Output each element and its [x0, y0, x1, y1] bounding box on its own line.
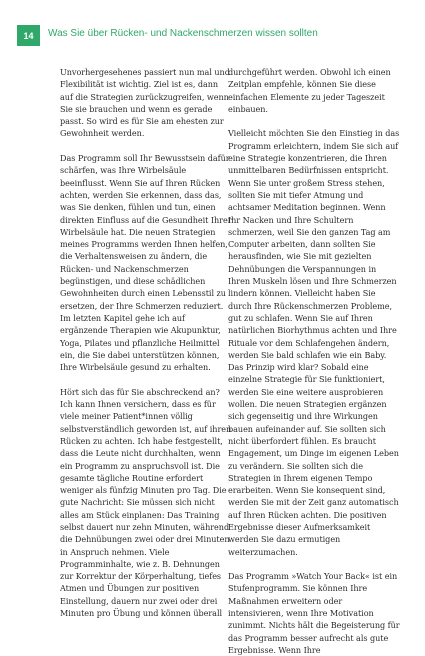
paragraph: Das Programm »Watch Your Back« ist ein Stufenprogramm. Sie können Ihre Maßnahmen erweitern oder intensivieren, wenn Ihre Motivation zunimmt. Nichts hält die Begeisterung für das Programm besser aufrecht als gute Ergebnisse. Wenn Ihre — [228, 571, 400, 655]
running-title: Was Sie über Rücken- und Nackenschmerzen wissen sollten — [48, 28, 318, 39]
paragraph: Unvorhergesehenes passiert nun mal und Flexibilität ist wichtig. Ziel ist es, dann auf die Strategien zurückzugreifen, wenn Sie sie brauchen und wenn es gerade passt. So wird es für Sie am ehesten zur Gewohnheit werden. — [60, 67, 230, 139]
paragraph: Das Programm soll Ihr Bewusstsein dafür schärfen, was Ihre Wirbelsäule beeinflusst. Wenn Sie auf Ihren Rücken achten, werden Sie erkennen, dass das, was Sie denken, fühlen und tun, einen direkten Einfluss auf die Gesundheit Ihrer Wirbelsäule hat. Die neuen Strategien meines Programms werden Ihnen helfen, die Verhaltensweisen zu ändern, die Rücken- und Nackenschmerzen begünstigen, und diese schädlichen Gewohnheiten durch einen Lebensstil zu ersetzen, der Ihre Schmerzen reduziert. Im letzten Kapitel gehe ich auf ergänzende Therapien wie Akupunktur, Yoga, Pilates und pflanzliche Heilmittel ein, die Sie dabei unterstützen können, Ihre Wirbelsäule gesund zu erhalten. — [60, 153, 232, 373]
right-text-column — [228, 66, 400, 656]
page-number-badge: 14 — [17, 25, 40, 46]
page-header — [0, 0, 425, 40]
left-text-column — [60, 66, 232, 619]
paragraph: Hört sich das für Sie abschreckend an? Ich kann Ihnen versichern, dass es für viele meiner Patient*innen völlig selbstverständlich geworden ist, auf ihren Rücken zu achten. Ich habe festgestellt, dass die Leute nicht durchhalten, wenn ein Programm zu anspruchsvoll ist. Die gesamte tägliche Routine erfordert weniger als fünfzig Minuten pro Tag. Die gute Nachricht: Sie müssen sich nicht alles am Stück einplanen: Das Training selbst dauert nur zehn Minuten, während die Dehnübungen zwei oder drei Minuten in Anspruch nehmen. Viele Programminhalte, wie z. B. Dehnungen zur Korrektur der Körperhaltung, tiefes Atmen und Übungen zur positiven Einstellung, dauern nur zwei oder drei Minuten pro Übung und können überall — [60, 386, 232, 619]
paragraph: durchgeführt werden. Obwohl ich einen Zeitplan empfehle, können Sie diese einfachen Elemente zu jeder Tageszeit einbauen. — [228, 67, 391, 114]
paragraph: Vielleicht möchten Sie den Einstieg in das Programm erleichtern, indem Sie sich auf eine Strategie konzentrieren, die Ihren unmittelbaren Bedürfnissen entspricht. Wenn Sie unter großem Stress stehen, sollten Sie mit tiefer Atmung und achtsamer Meditation beginnen. Wenn Ihr Nacken und Ihre Schultern schmerzen, weil Sie den ganzen Tag am Computer arbeiten, dann sollten Sie herausfinden, wie Sie mit gezielten Dehnübungen die Verspannungen in Ihren Muskeln lösen und Ihre Schmerzen lindern können. Vielleicht haben Sie durch Ihre Rückenschmerzen Probleme, gut zu schlafen. Wenn Sie auf Ihren natürlichen Biorhythmus achten und Ihre Rituale vor dem Schlafengehen ändern, werden Sie bald schlafen wie ein Baby. Das Prinzip wird klar? Sobald eine einzelne Strategie für Sie funktioniert, werden Sie eine weitere ausprobieren wollen. Die neuen Strategien ergänzen sich gegenseitig und ihre Wirkungen bauen aufeinander auf. Sie sollten sich nicht überfordert fühlen. Es braucht Engagement, um Dinge im eigenen Leben zu verändern. Sie sollten sich die Strategien in Ihrem eigenen Tempo erarbeiten. Wenn Sie konsequent sind, werden Sie mit der Zeit ganz automatisch auf Ihren Rücken achten. Die positiven Ergebnisse dieser Aufmerksamkeit werden Sie dazu ermutigen weiterzumachen. — [228, 128, 400, 557]
